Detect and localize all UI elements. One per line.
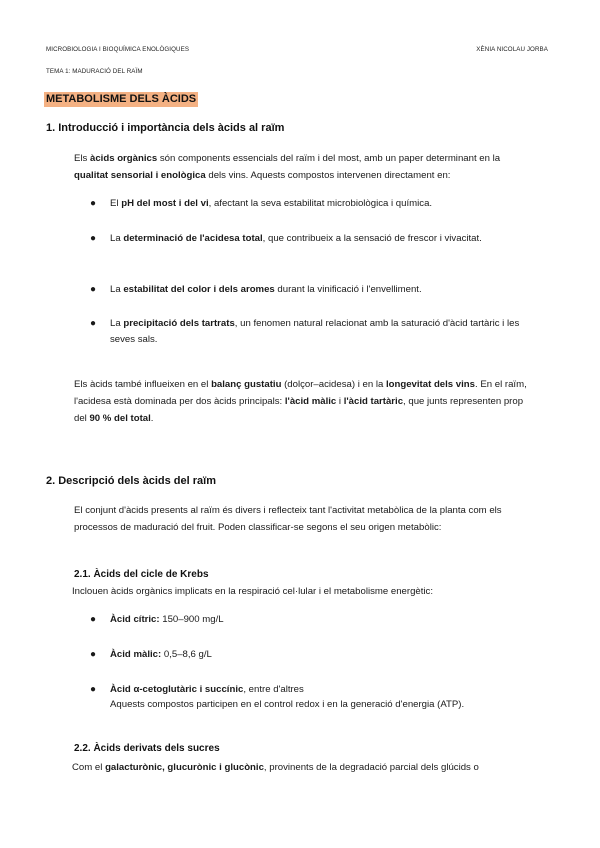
bullet-dot: ● [90,649,97,660]
bullet-dot: ● [90,198,97,209]
bullet-item: La estabilitat del color i dels aromes durant la vinificació i l'envelliment. [110,284,422,295]
subsection-2-2-heading: 2.2. Àcids derivats dels sucres [74,743,220,754]
bullet-item: La precipitació dels tartrats, un fenomen natural relacionat amb la saturació d'àcid tartàric i les seves sals. [110,318,520,345]
bullet-item: La determinació de l'acidesa total, que contribueix a la sensació de frescor i vivacitat. [110,233,482,244]
bullet-item: Àcid màlic: 0,5–8,6 g/L [110,649,212,660]
header-author: XÈNIA NICOLAU JORBA [476,46,548,53]
section-2-heading: 2. Descripció dels àcids del raïm [46,475,216,487]
bullet-dot: ● [90,318,97,329]
section-1-intro: Els àcids orgànics són components essencials del raïm i del most, amb un paper determinant en la qualitat sensorial i enològica dels vins. Aquests compostos intervenen directament en: [74,153,501,181]
section-2-intro: El conjunt d'àcids presents al raïm és divers i reflecteix tant l'activitat metabòlica de la planta com els processos de maduració del fruit. Poden classificar-se segons el seu origen metabòlic: [74,505,502,533]
bullet-dot: ● [90,284,97,295]
bullet-dot: ● [90,233,97,244]
bullet-item: El pH del most i del vi, afectant la seva estabilitat microbiològica i química. [110,198,433,209]
section-1-heading: 1. Introducció i importància dels àcids al raïm [46,122,285,134]
section-1-closing: Els àcids també influeixen en el balanç gustatiu (dolçor–acidesa) i en la longevitat dels vins. En el raïm, l'acidesa està dominada per dos àcids principals: l'àcid màlic i l'àcid tartàric, que junts representen prop del 90 % del total. [74,379,527,424]
bullet-dot: ● [90,614,97,625]
header-topic: TEMA 1: MADURACIÓ DEL RAÏM [46,68,143,75]
bullet-dot: ● [90,684,97,695]
bullet-item: Àcid cítric: 150–900 mg/L [110,614,224,625]
subsection-2-1-heading: 2.1. Àcids del cicle de Krebs [74,569,209,580]
header-course: MICROBIOLOGIA I BIOQUÍMICA ENOLÒGIQUES [46,46,190,53]
subsection-2-1-note: Aquests compostos participen en el control redox i en la generació d'energia (ATP). [110,699,465,710]
bullet-item: Àcid α-cetoglutàric i succínic, entre d'altres [110,684,304,695]
page-title: METABOLISME DELS ÀCIDS [46,93,197,105]
subsection-2-1-intro: Inclouen àcids orgànics implicats en la respiració cel·lular i el metabolisme energètic: [72,586,433,597]
subsection-2-2-text: Com el galacturònic, glucurònic i glucònic, provinents de la degradació parcial dels glúcids o [72,762,479,773]
